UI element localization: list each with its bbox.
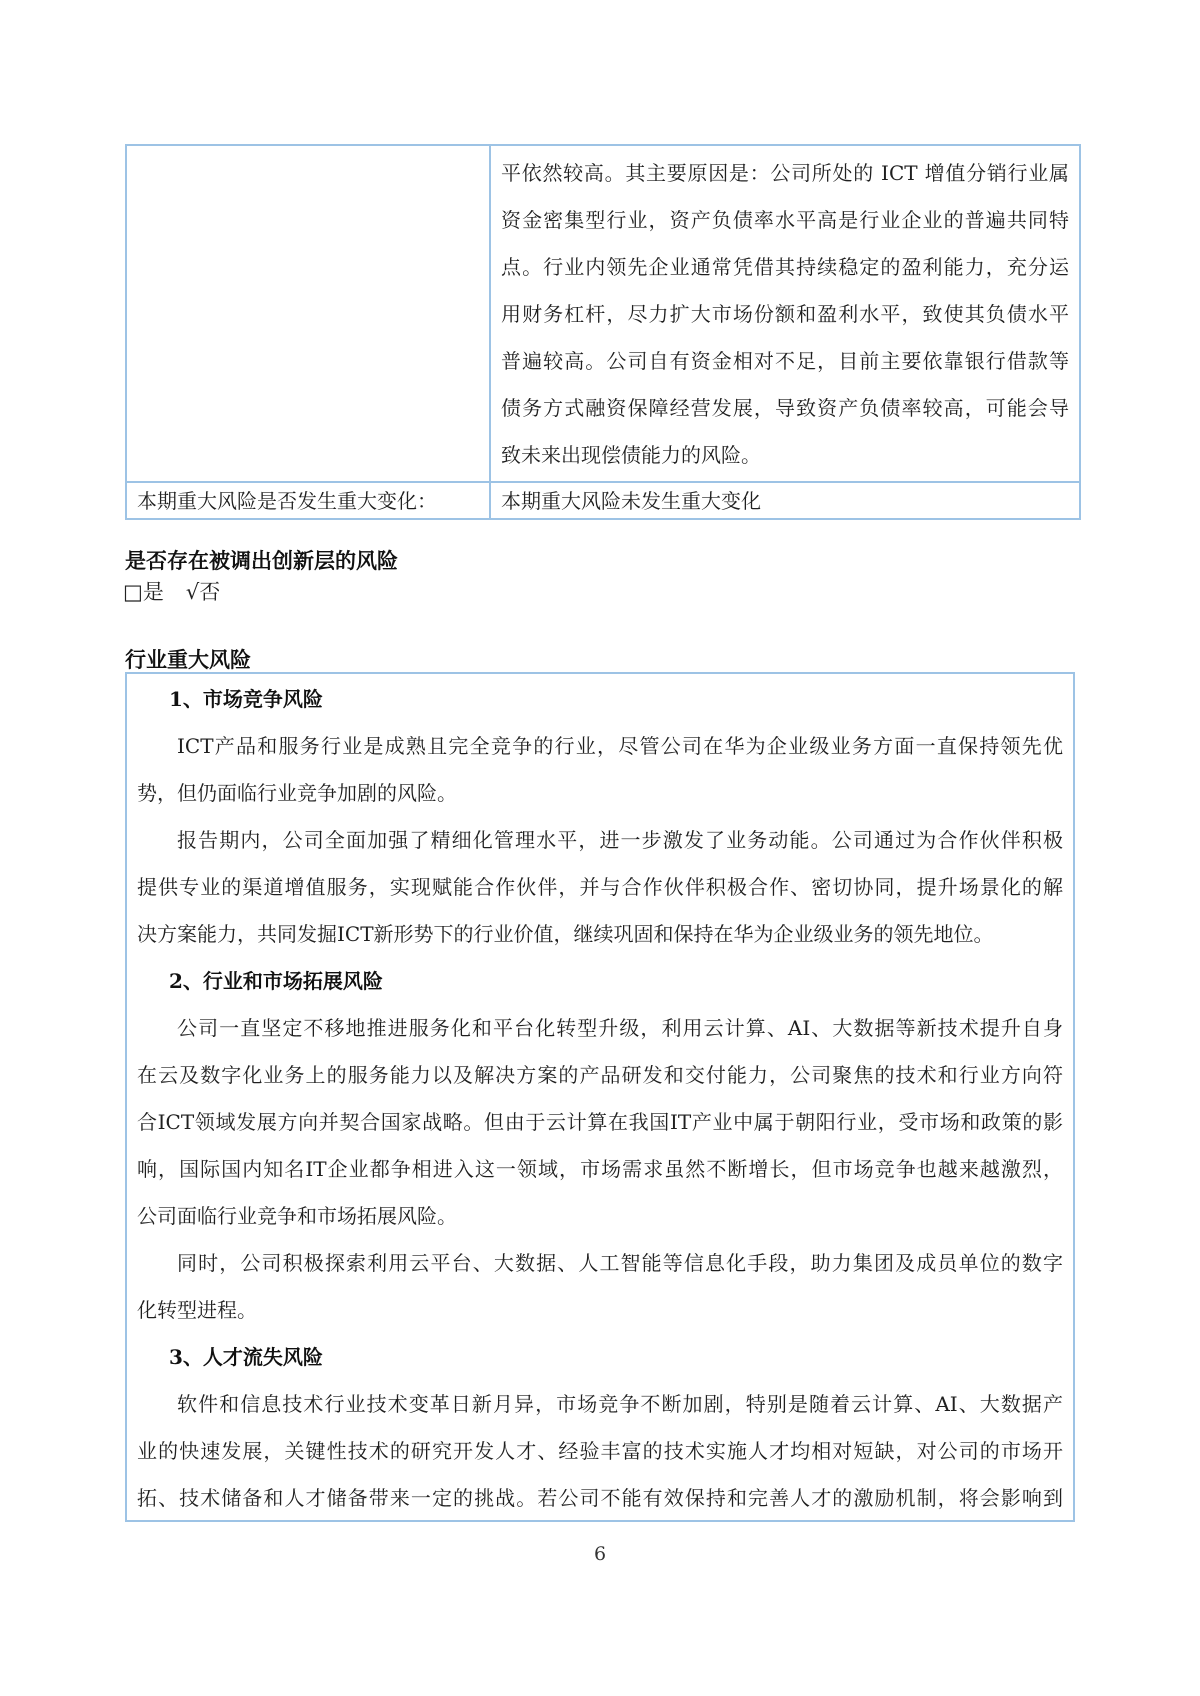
risk-box-text-line: 业的快速发展，关键性技术的研究开发人才、经验丰富的技术实施人才均相对短缺，对公司的市场开 (137, 1439, 1063, 1463)
risk-box-text-line: 响，国际国内知名IT企业都争相进入这一领域，市场需求虽然不断增长，但市场竞争也越来越激烈， (137, 1157, 1063, 1181)
risk-box-text-line: 合ICT领域发展方向并契合国家战略。但由于云计算在我国IT产业中属于朝阳行业，受市场和政策的影 (137, 1110, 1063, 1134)
risk-box-text-line: 公司一直坚定不移地推进服务化和平台化转型升级，利用云计算、AI、大数据等新技术提升自身 (177, 1016, 1063, 1040)
risk-text-line: 平依然较高。其主要原因是：公司所处的 ICT 增值分销行业属 (501, 161, 1069, 185)
risk-box-text-line: 提供专业的渠道增值服务，实现赋能合作伙伴，并与合作伙伴积极合作、密切协同，提升场景化的解 (137, 875, 1063, 899)
table-cell-change-label (126, 482, 490, 519)
checkbox-no-checked: √否 (185, 580, 221, 604)
risk-box-text-line: 决方案能力，共同发掘ICT新形势下的行业价值，继续巩固和保持在华为企业级业务的领先地位。 (137, 922, 994, 946)
table-cell-risk-text (490, 145, 1080, 482)
risk-box-text-line: 化转型进程。 (137, 1298, 257, 1322)
risk-box-subheading: 3、人才流失风险 (169, 1345, 323, 1369)
risk-text-lines (491, 146, 1079, 481)
risk-box-text-line: 势，但仍面临行业竞争加剧的风险。 (137, 781, 457, 805)
risk-text-line: 致未来出现偿债能力的风险。 (501, 443, 761, 467)
risk-box-subheading: 2、行业和市场拓展风险 (169, 969, 383, 993)
risk-box-text-line: 软件和信息技术行业技术变革日新月异，市场竞争不断加剧，特别是随着云计算、AI、大数据产 (177, 1392, 1063, 1416)
risk-box-text-line: 公司面临行业竞争和市场拓展风险。 (137, 1204, 457, 1228)
risk-text-line: 债务方式融资保障经营发展，导致资产负债率较高，可能会导 (501, 396, 1069, 420)
table-row-risk-change (126, 482, 1080, 519)
industry-risk-box (125, 672, 1075, 1522)
innovation-layer-checkbox-line (123, 578, 220, 606)
risk-box-subheading: 1、市场竞争风险 (169, 687, 323, 711)
table-cell-empty-label (126, 145, 490, 482)
table-cell-change-value (490, 482, 1080, 519)
table-row-risk-description (126, 145, 1080, 482)
risk-text-line: 资金密集型行业，资产负债率水平高是行业企业的普遍共同特 (501, 208, 1069, 232)
risk-box-text-line: 报告期内，公司全面加强了精细化管理水平，进一步激发了业务动能。公司通过为合作伙伴积极 (177, 828, 1063, 852)
risk-text-line: 用财务杠杆，尽力扩大市场份额和盈利水平，致使其负债水平 (501, 302, 1069, 326)
risk-text-line: 普遍较高。公司自有资金相对不足，目前主要依靠银行借款等 (501, 349, 1069, 373)
risk-text-line: 点。行业内领先企业通常凭借其持续稳定的盈利能力，充分运 (501, 255, 1069, 279)
risk-change-answer: 本期重大风险未发生重大变化 (501, 489, 761, 513)
risk-box-text-line: ICT产品和服务行业是成熟且完全竞争的行业，尽管公司在华为企业级业务方面一直保持领先优 (177, 734, 1063, 758)
risk-change-question: 本期重大风险是否发生重大变化： (137, 489, 437, 513)
risk-continuation-table (125, 144, 1081, 520)
industry-risk-heading: 行业重大风险 (125, 648, 251, 672)
risk-box-text-line: 拓、技术储备和人才储备带来一定的挑战。若公司不能有效保持和完善人才的激励机制，将会影响到 (137, 1486, 1063, 1510)
page-number: 6 (593, 1543, 607, 1565)
checkbox-yes-unchecked: □是 (123, 580, 164, 604)
risk-box-text-line: 在云及数字化业务上的服务能力以及解决方案的产品研发和交付能力，公司聚焦的技术和行业方向符 (137, 1063, 1063, 1087)
innovation-layer-risk-heading: 是否存在被调出创新层的风险 (125, 549, 398, 573)
risk-box-text-line: 同时，公司积极探索利用云平台、大数据、人工智能等信息化手段，助力集团及成员单位的数字 (177, 1251, 1063, 1275)
